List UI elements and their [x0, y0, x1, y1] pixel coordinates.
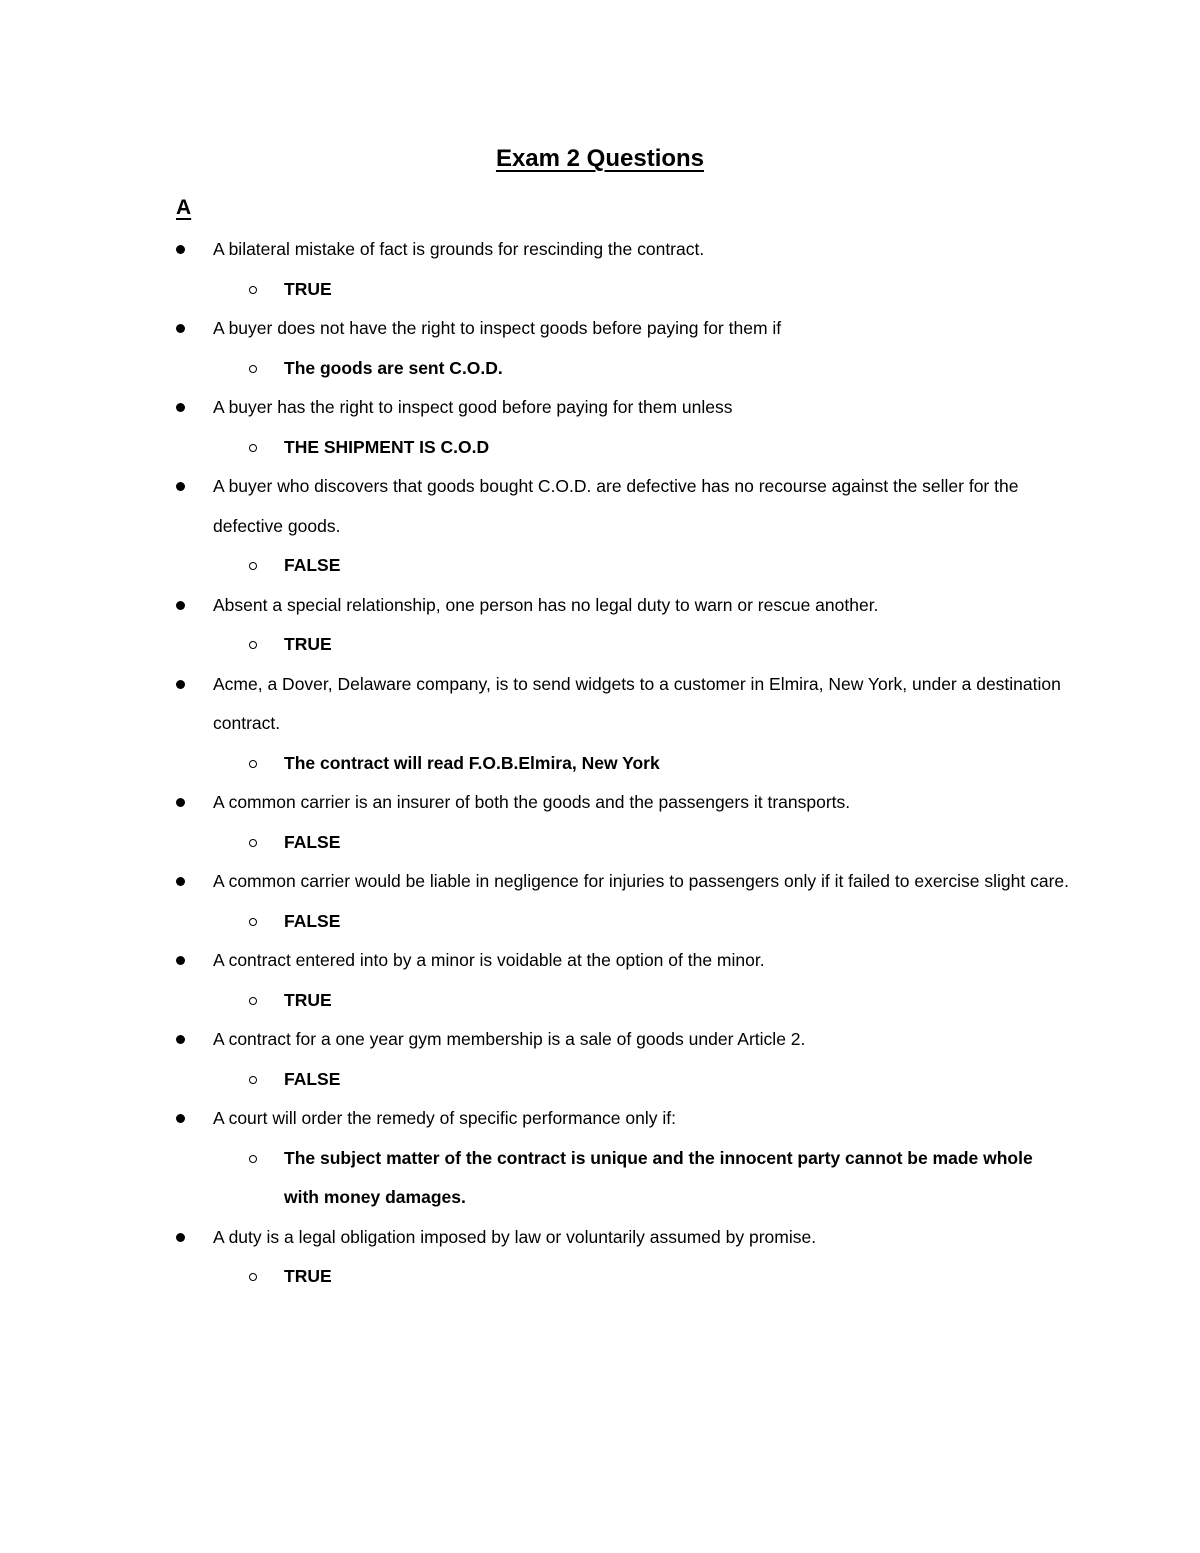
question-text: A common carrier is an insurer of both the goods and the passengers it transports. [213, 792, 851, 812]
answer-item [0, 981, 1064, 1021]
question-item [0, 665, 1073, 744]
answer-text: TRUE [284, 1266, 332, 1286]
answer-item [0, 744, 1064, 784]
answer-item [0, 1257, 1064, 1297]
bullet-icon [176, 1035, 185, 1044]
question-item [0, 467, 1073, 546]
question-text: A buyer has the right to inspect good before paying for them unless [213, 397, 733, 417]
bullet-icon [176, 601, 185, 610]
bullet-icon [176, 245, 185, 254]
question-text: A duty is a legal obligation imposed by law or voluntarily assumed by promise. [213, 1226, 817, 1247]
answer-item [0, 428, 1064, 468]
question-item [0, 309, 1073, 349]
bullet-icon [176, 798, 185, 807]
question-list [0, 230, 1200, 1297]
answer-text: TRUE [284, 278, 332, 299]
circle-bullet-icon [249, 918, 257, 926]
answer-item [0, 625, 1064, 665]
bullet-icon [176, 956, 185, 965]
answer-item [0, 1139, 1064, 1218]
question-item [0, 941, 1073, 981]
answer-item [0, 349, 1064, 389]
answer-text: FALSE [284, 1068, 341, 1089]
answer-item [0, 1060, 1064, 1100]
answer-text: FALSE [284, 831, 341, 852]
answer-text: FALSE [284, 555, 341, 575]
circle-bullet-icon [249, 286, 257, 294]
answer-text: The subject matter of the contract is unique and the innocent party cannot be made whole with money damages. [284, 1147, 1033, 1207]
circle-bullet-icon [249, 997, 257, 1005]
bullet-icon [176, 1114, 185, 1123]
question-item [0, 1218, 1073, 1258]
bullet-icon [176, 403, 185, 412]
circle-bullet-icon [249, 562, 257, 570]
question-item [0, 586, 1073, 626]
circle-bullet-icon [249, 1273, 257, 1281]
question-text: A court will order the remedy of specific performance only if: [213, 1108, 676, 1128]
circle-bullet-icon [249, 1076, 257, 1084]
answer-text: TRUE [284, 634, 332, 654]
answer-item [0, 902, 1064, 942]
circle-bullet-icon [249, 839, 257, 847]
bullet-icon [176, 324, 185, 333]
circle-bullet-icon [249, 365, 257, 373]
question-text: A contract for a one year gym membership is a sale of goods under Article 2. [213, 1029, 806, 1049]
question-item [0, 230, 1073, 270]
circle-bullet-icon [249, 444, 257, 452]
circle-bullet-icon [249, 641, 257, 649]
circle-bullet-icon [249, 760, 257, 768]
answer-item [0, 823, 1064, 863]
question-text: A bilateral mistake of fact is grounds for rescinding the contract. [213, 239, 705, 259]
answer-text: FALSE [284, 910, 341, 931]
question-text: Absent a special relationship, one person has no legal duty to warn or rescue another. [213, 594, 879, 615]
bullet-icon [176, 1233, 185, 1242]
question-item [0, 783, 1073, 823]
bullet-icon [176, 482, 185, 491]
section-heading: A [176, 196, 192, 219]
question-text: A buyer does not have the right to inspect goods before paying for them if [213, 318, 782, 338]
question-text: Acme, a Dover, Delaware company, is to send widgets to a customer in Elmira, New York, under a destination contract. [213, 673, 1061, 733]
question-item [0, 1099, 1073, 1139]
page-title: Exam 2 Questions [495, 145, 705, 172]
question-text: A buyer who discovers that goods bought C.O.D. are defective has no recourse against the seller for the defective goods. [213, 476, 1019, 536]
question-item [0, 388, 1073, 428]
question-item [0, 862, 1073, 902]
bullet-icon [176, 877, 185, 886]
bullet-icon [176, 680, 185, 689]
answer-text: The goods are sent C.O.D. [284, 357, 503, 378]
circle-bullet-icon [249, 1155, 257, 1163]
answer-text: The contract will read F.O.B.Elmira, New York [284, 752, 660, 773]
answer-text: THE SHIPMENT IS C.O.D [284, 436, 490, 457]
answer-item [0, 546, 1064, 586]
question-text: A contract entered into by a minor is voidable at the option of the minor. [213, 950, 765, 970]
question-text: A common carrier would be liable in negligence for injuries to passengers only if it failed to exercise slight care. [213, 871, 1069, 891]
answer-text: TRUE [284, 989, 332, 1010]
answer-item [0, 270, 1064, 310]
question-item [0, 1020, 1073, 1060]
